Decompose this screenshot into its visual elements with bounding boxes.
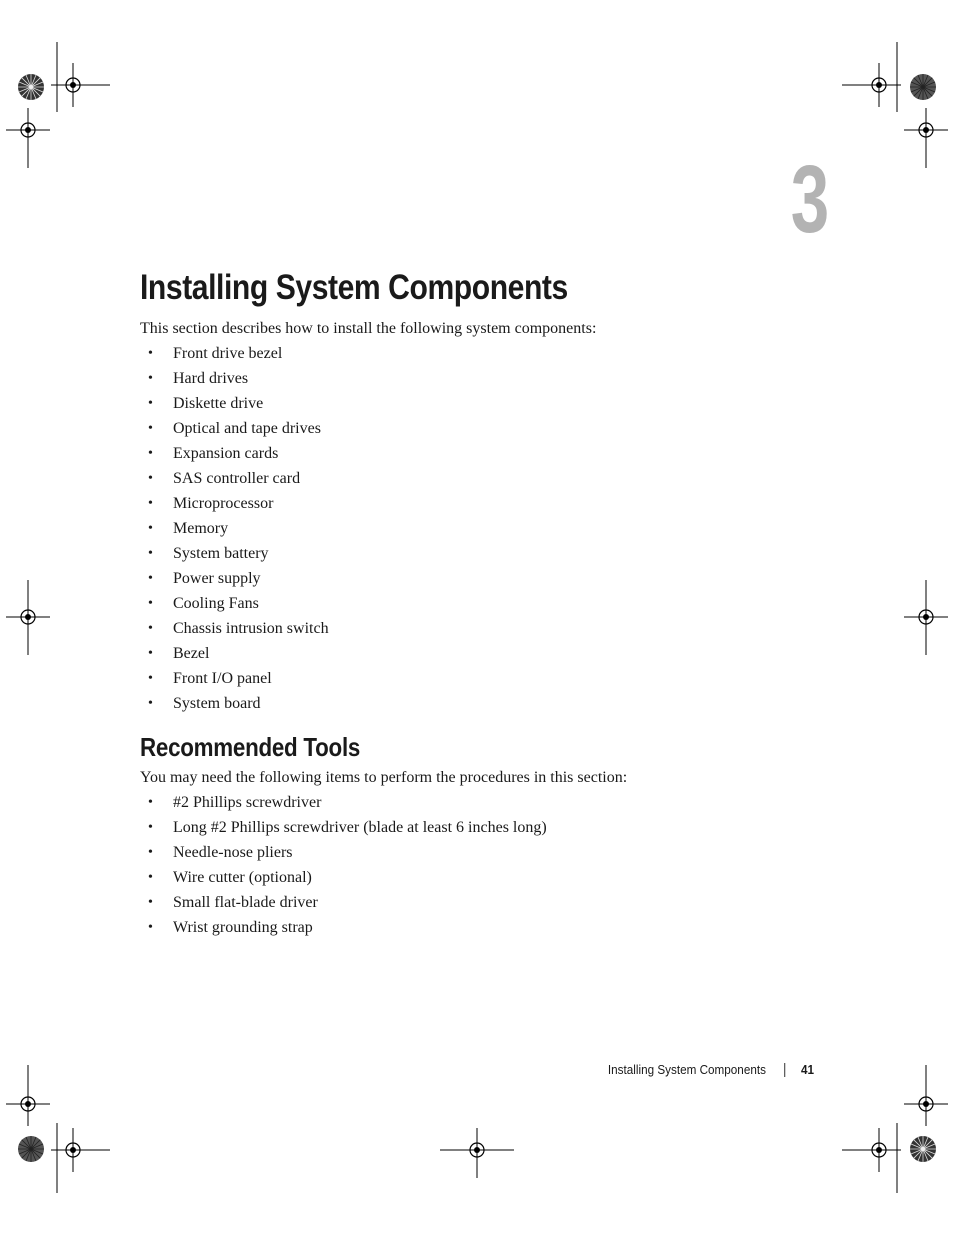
list-item-text: Cooling Fans (173, 595, 259, 612)
list-item-text: Bezel (173, 645, 210, 662)
bullet-icon: • (148, 895, 153, 910)
list-item (140, 494, 329, 519)
footer-section-name: Installing System Components (607, 1062, 766, 1077)
list-item (140, 818, 547, 843)
bullet-icon: • (148, 571, 153, 586)
page-number: 41 (800, 1062, 814, 1077)
bullet-icon: • (148, 870, 153, 885)
list-item-text: Front I/O panel (173, 670, 272, 687)
chapter-number: 3 (790, 146, 830, 253)
bullet-icon: • (148, 496, 153, 511)
bullet-icon: • (148, 596, 153, 611)
list-item-text: Front drive bezel (173, 345, 283, 362)
bullet-icon: • (148, 446, 153, 461)
list-item-text: System battery (173, 545, 269, 562)
list-item-text: Power supply (173, 570, 261, 587)
list-item (140, 868, 547, 893)
list-item-text: System board (173, 695, 261, 712)
footer-divider (784, 1063, 785, 1077)
list-item-text: Microprocessor (173, 495, 274, 512)
list-item (140, 694, 329, 719)
chapter-title: Installing System Components (140, 268, 568, 307)
bullet-icon: • (148, 696, 153, 711)
list-item-text: Small flat-blade driver (173, 894, 318, 911)
list-item (140, 569, 329, 594)
list-item-text: #2 Phillips screwdriver (173, 794, 322, 811)
bullet-icon: • (148, 920, 153, 935)
page-footer (608, 1062, 814, 1078)
list-item-text: Long #2 Phillips screwdriver (blade at least 6 inches long) (173, 819, 547, 836)
list-item (140, 394, 329, 419)
list-item (140, 918, 547, 943)
list-item (140, 344, 329, 369)
list-item (140, 369, 329, 394)
list-item (140, 843, 547, 868)
list-item-text: Wire cutter (optional) (173, 869, 312, 886)
bullet-icon: • (148, 795, 153, 810)
list-item (140, 544, 329, 569)
list-item-text: Memory (173, 520, 229, 537)
list-item (140, 419, 329, 444)
bullet-icon: • (148, 671, 153, 686)
bullet-icon: • (148, 546, 153, 561)
list-item-text: Wrist grounding strap (173, 919, 313, 936)
list-item-text: Expansion cards (173, 445, 279, 462)
list-item-text: SAS controller card (173, 470, 301, 487)
bullet-icon: • (148, 621, 153, 636)
list-item (140, 644, 329, 669)
tools-intro: You may need the following items to perform the procedures in this section: (140, 769, 628, 786)
list-item (140, 793, 547, 818)
tools-list (140, 793, 547, 943)
components-list (140, 344, 329, 719)
bullet-icon: • (148, 646, 153, 661)
chapter-intro: This section describes how to install the following system components: (140, 320, 597, 337)
list-item (140, 469, 329, 494)
list-item (140, 519, 329, 544)
list-item-text: Needle-nose pliers (173, 844, 293, 861)
list-item (140, 669, 329, 694)
bullet-icon: • (148, 371, 153, 386)
bullet-icon: • (148, 471, 153, 486)
bullet-icon: • (148, 845, 153, 860)
list-item (140, 444, 329, 469)
bullet-icon: • (148, 396, 153, 411)
list-item-text: Hard drives (173, 370, 249, 387)
bullet-icon: • (148, 346, 153, 361)
list-item (140, 619, 329, 644)
list-item-text: Optical and tape drives (173, 420, 321, 437)
bullet-icon: • (148, 820, 153, 835)
bullet-icon: • (148, 421, 153, 436)
section-title: Recommended Tools (140, 732, 361, 762)
bullet-icon: • (148, 521, 153, 536)
list-item (140, 594, 329, 619)
list-item (140, 893, 547, 918)
list-item-text: Diskette drive (173, 395, 264, 412)
list-item-text: Chassis intrusion switch (173, 620, 329, 637)
